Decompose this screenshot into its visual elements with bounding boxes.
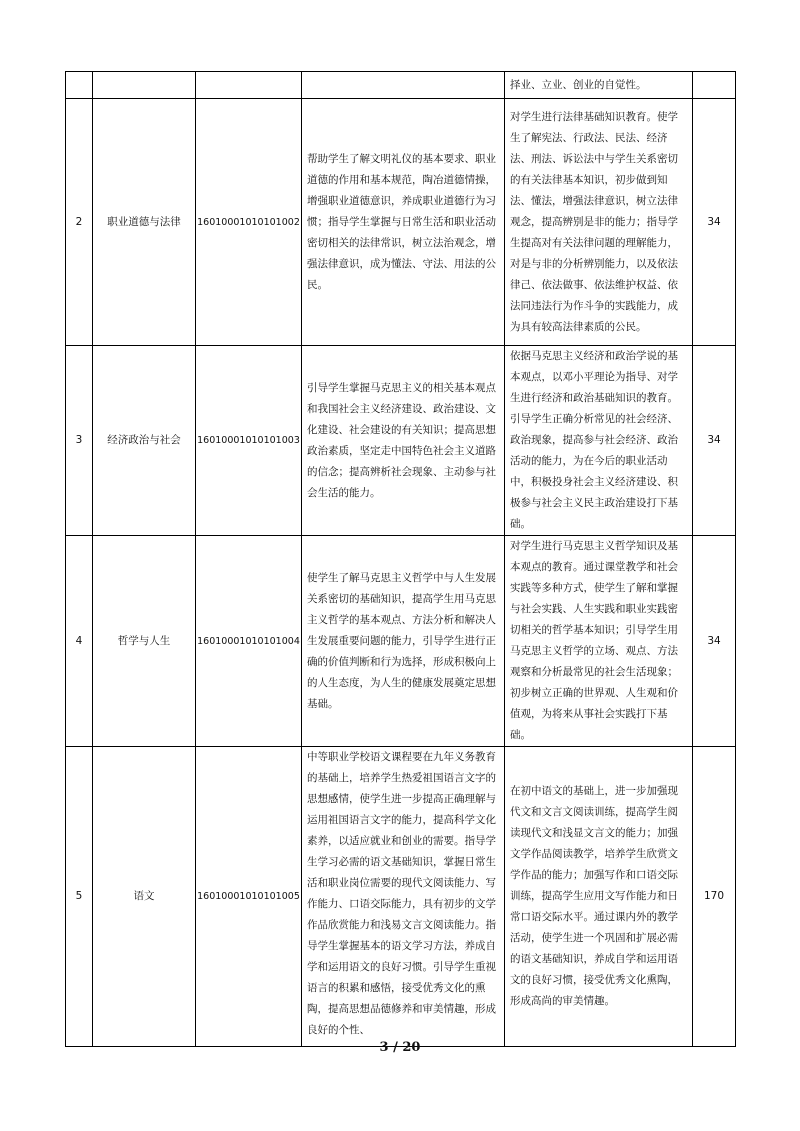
table-row bbox=[66, 536, 736, 747]
cell-hours: 34 bbox=[693, 346, 736, 536]
cell-name bbox=[93, 72, 196, 99]
cell-name: 语文 bbox=[93, 747, 196, 1047]
cell-hours: 170 bbox=[693, 747, 736, 1047]
cell-no: 3 bbox=[66, 346, 93, 536]
cell-no bbox=[66, 72, 93, 99]
cell-hours: 34 bbox=[693, 99, 736, 346]
table-row bbox=[66, 747, 736, 1047]
table-row bbox=[66, 99, 736, 346]
cell-code: 16010001010101003 bbox=[196, 346, 302, 536]
table-row bbox=[66, 346, 736, 536]
cell-name: 职业道德与法律 bbox=[93, 99, 196, 346]
cell-no: 2 bbox=[66, 99, 93, 346]
cell-code bbox=[196, 72, 302, 99]
cell-content: 择业、立业、创业的自觉性。 bbox=[505, 72, 693, 99]
cell-code: 16010001010101002 bbox=[196, 99, 302, 346]
cell-goal: 引导学生掌握马克思主义的相关基本观点和我国社会主义经济建设、政治建设、文化建设、社会建设的有关知识；提高思想政治素质，坚定走中国特色社会主义道路的信念；提高辨析社会现象、主动参与社会生活的能力。 bbox=[302, 346, 505, 536]
cell-goal: 使学生了解马克思主义哲学中与人生发展关系密切的基础知识，提高学生用马克思主义哲学的基本观点、方法分析和解决人生发展重要问题的能力，引导学生进行正确的价值判断和行为选择，形成积极向上的人生态度，为人生的健康发展奠定思想基础。 bbox=[302, 536, 505, 747]
cell-goal: 帮助学生了解文明礼仪的基本要求、职业道德的作用和基本规范，陶冶道德情操，增强职业道德意识，养成职业道德行为习惯；指导学生掌握与日常生活和职业活动密切相关的法律常识，树立法治观念，增强法律意识，成为懂法、守法、用法的公民。 bbox=[302, 99, 505, 346]
cell-goal bbox=[302, 72, 505, 99]
curriculum-table bbox=[65, 71, 736, 1047]
cell-no: 5 bbox=[66, 747, 93, 1047]
cell-hours bbox=[693, 72, 736, 99]
cell-name: 经济政治与社会 bbox=[93, 346, 196, 536]
cell-content: 在初中语文的基础上，进一步加强现代文和文言文阅读训练，提高学生阅读现代文和浅显文言文的能力；加强文学作品阅读教学，培养学生欣赏文学作品的能力；加强写作和口语交际训练，提高学生应用文写作能力和日常口语交际水平。通过课内外的教学活动，使学生进一个巩固和扩展必需的语文基础知识，养成自学和运用语文的良好习惯，接受优秀文化熏陶，形成高尚的审美情趣。 bbox=[505, 747, 693, 1047]
table-row-continued bbox=[66, 72, 736, 99]
cell-content: 依据马克思主义经济和政治学说的基本观点，以邓小平理论为指导、对学生进行经济和政治基础知识的教育。引导学生正确分析常见的社会经济、政治现象，提高参与社会经济、政治活动的能力，为在今后的职业活动中，积极投身社会主义经济建设、积极参与社会主义民主政治建设打下基础。 bbox=[505, 346, 693, 536]
cell-content: 对学生进行法律基础知识教育。使学生了解宪法、行政法、民法、经济法、刑法、诉讼法中与学生关系密切的有关法律基本知识，初步做到知法、懂法，增强法律意识，树立法律观念，提高辨别是非的能力；指导学生提高对有关法律问题的理解能力，对是与非的分析辨别能力，以及依法律己、依法做事、依法维护权益、依法同违法行为作斗争的实践能力，成为具有较高法律素质的公民。 bbox=[505, 99, 693, 346]
page-number: 3 / 20 bbox=[379, 1040, 421, 1055]
cell-hours: 34 bbox=[693, 536, 736, 747]
cell-code: 16010001010101005 bbox=[196, 747, 302, 1047]
cell-code: 16010001010101004 bbox=[196, 536, 302, 747]
cell-content: 对学生进行马克思主义哲学知识及基本观点的教育。通过课堂教学和社会实践等多种方式，使学生了解和掌握与社会实践、人生实践和职业实践密切相关的哲学基本知识；引导学生用马克思主义哲学的立场、观点、方法观察和分析最常见的社会生活现象；初步树立正确的世界观、人生观和价值观，为将来从事社会实践打下基础。 bbox=[505, 536, 693, 747]
cell-goal: 中等职业学校语文课程要在九年义务教育的基础上，培养学生热爱祖国语言文字的思想感情，使学生进一步提高正确理解与运用祖国语言文字的能力，提高科学文化素养，以适应就业和创业的需要。指导学生学习必需的语文基础知识，掌握日常生活和职业岗位需要的现代文阅读能力、写作能力、口语交际能力，具有初步的文学作品欣赏能力和浅易文言文阅读能力。指导学生掌握基本的语文学习方法，养成自学和运用语文的良好习惯。引导学生重视语言的积累和感悟，接受优秀文化的熏陶，提高思想品德修养和审美情趣，形成良好的个性、 bbox=[302, 747, 505, 1047]
cell-no: 4 bbox=[66, 536, 93, 747]
cell-name: 哲学与人生 bbox=[93, 536, 196, 747]
